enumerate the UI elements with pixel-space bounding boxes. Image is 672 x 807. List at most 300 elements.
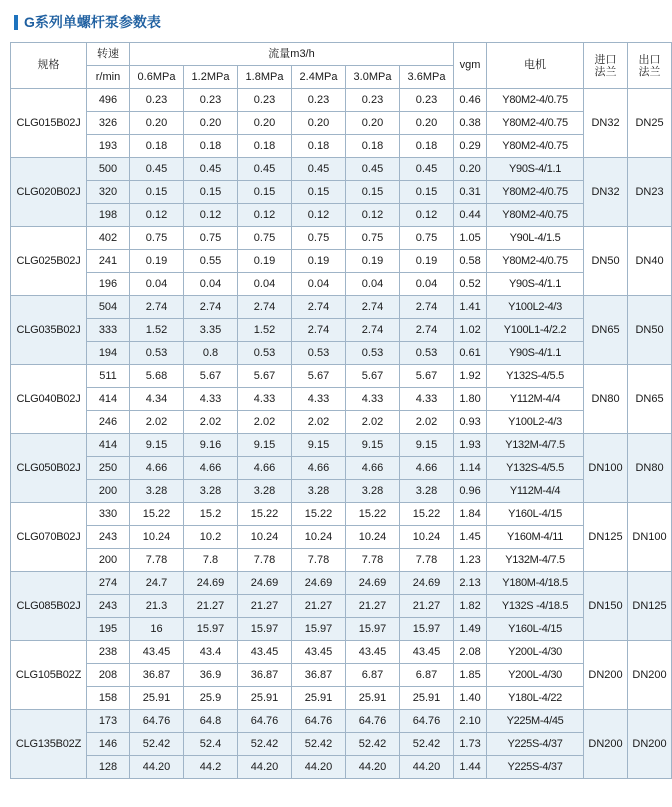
cell-vgm: 1.41 bbox=[454, 296, 487, 319]
cell-flow: 0.75 bbox=[400, 227, 454, 250]
cell-flow: 2.02 bbox=[292, 411, 346, 434]
cell-flow: 5.67 bbox=[292, 365, 346, 388]
cell-motor: Y90L-4/1.5 bbox=[487, 227, 584, 250]
cell-outlet-flange: DN200 bbox=[628, 641, 672, 710]
table-row bbox=[11, 319, 672, 342]
cell-model: CLG040B02J bbox=[11, 365, 87, 434]
cell-flow: 0.75 bbox=[292, 227, 346, 250]
cell-flow: 0.20 bbox=[292, 112, 346, 135]
cell-flow: 3.28 bbox=[130, 480, 184, 503]
cell-flow: 24.69 bbox=[400, 572, 454, 595]
cell-rpm: 274 bbox=[87, 572, 130, 595]
cell-flow: 9.15 bbox=[130, 434, 184, 457]
cell-flow: 64.76 bbox=[400, 710, 454, 733]
cell-rpm: 511 bbox=[87, 365, 130, 388]
cell-inlet-flange: DN200 bbox=[584, 710, 628, 779]
cell-flow: 0.19 bbox=[130, 250, 184, 273]
header-outlet-flange bbox=[628, 43, 672, 89]
cell-flow: 7.78 bbox=[130, 549, 184, 572]
cell-flow: 0.12 bbox=[130, 204, 184, 227]
table-row bbox=[11, 181, 672, 204]
table-row bbox=[11, 204, 672, 227]
cell-vgm: 0.29 bbox=[454, 135, 487, 158]
cell-rpm: 326 bbox=[87, 112, 130, 135]
table-row bbox=[11, 388, 672, 411]
cell-motor: Y90S-4/1.1 bbox=[487, 273, 584, 296]
header-inlet-line1: 进口 bbox=[594, 53, 617, 66]
cell-rpm: 243 bbox=[87, 526, 130, 549]
cell-rpm: 330 bbox=[87, 503, 130, 526]
header-vgm: vgm bbox=[454, 43, 487, 89]
cell-flow: 4.33 bbox=[292, 388, 346, 411]
cell-inlet-flange: DN32 bbox=[584, 158, 628, 227]
cell-flow: 21.27 bbox=[238, 595, 292, 618]
cell-rpm: 208 bbox=[87, 664, 130, 687]
cell-model: CLG025B02J bbox=[11, 227, 87, 296]
cell-flow: 10.24 bbox=[238, 526, 292, 549]
cell-flow: 4.66 bbox=[292, 457, 346, 480]
cell-flow: 0.75 bbox=[184, 227, 238, 250]
header-flow-3.0: 3.0MPa bbox=[346, 66, 400, 89]
cell-motor: Y80M2-4/0.75 bbox=[487, 135, 584, 158]
cell-motor: Y80M2-4/0.75 bbox=[487, 250, 584, 273]
cell-motor: Y112M-4/4 bbox=[487, 480, 584, 503]
cell-flow: 0.12 bbox=[400, 204, 454, 227]
cell-flow: 0.04 bbox=[346, 273, 400, 296]
cell-flow: 3.28 bbox=[292, 480, 346, 503]
cell-flow: 0.23 bbox=[238, 89, 292, 112]
page-title bbox=[14, 12, 621, 32]
cell-flow: 0.23 bbox=[346, 89, 400, 112]
header-flow-2.4: 2.4MPa bbox=[292, 66, 346, 89]
cell-flow: 4.66 bbox=[130, 457, 184, 480]
cell-flow: 15.2 bbox=[184, 503, 238, 526]
cell-flow: 1.52 bbox=[130, 319, 184, 342]
cell-flow: 0.75 bbox=[130, 227, 184, 250]
cell-vgm: 0.61 bbox=[454, 342, 487, 365]
cell-motor: Y80M2-4/0.75 bbox=[487, 112, 584, 135]
cell-flow: 7.78 bbox=[400, 549, 454, 572]
cell-flow: 64.76 bbox=[292, 710, 346, 733]
cell-motor: Y100L2-4/3 bbox=[487, 296, 584, 319]
cell-flow: 10.2 bbox=[184, 526, 238, 549]
cell-vgm: 2.08 bbox=[454, 641, 487, 664]
cell-outlet-flange: DN65 bbox=[628, 365, 672, 434]
cell-flow: 0.23 bbox=[184, 89, 238, 112]
cell-flow: 9.15 bbox=[292, 434, 346, 457]
cell-flow: 44.20 bbox=[346, 756, 400, 779]
parameter-table bbox=[10, 42, 672, 779]
cell-flow: 21.27 bbox=[400, 595, 454, 618]
header-motor: 电机 bbox=[487, 43, 584, 89]
cell-flow: 24.7 bbox=[130, 572, 184, 595]
cell-vgm: 0.93 bbox=[454, 411, 487, 434]
cell-flow: 64.76 bbox=[346, 710, 400, 733]
cell-flow: 9.15 bbox=[238, 434, 292, 457]
cell-model: CLG070B02J bbox=[11, 503, 87, 572]
cell-flow: 4.34 bbox=[130, 388, 184, 411]
cell-flow: 2.74 bbox=[238, 296, 292, 319]
table-row bbox=[11, 480, 672, 503]
cell-flow: 15.97 bbox=[238, 618, 292, 641]
cell-rpm: 238 bbox=[87, 641, 130, 664]
cell-flow: 64.76 bbox=[238, 710, 292, 733]
table-row bbox=[11, 710, 672, 733]
cell-flow: 0.15 bbox=[130, 181, 184, 204]
cell-vgm: 1.02 bbox=[454, 319, 487, 342]
cell-flow: 10.24 bbox=[400, 526, 454, 549]
cell-rpm: 146 bbox=[87, 733, 130, 756]
cell-inlet-flange: DN200 bbox=[584, 641, 628, 710]
table-header bbox=[11, 43, 672, 89]
cell-rpm: 333 bbox=[87, 319, 130, 342]
cell-inlet-flange: DN125 bbox=[584, 503, 628, 572]
cell-flow: 43.45 bbox=[346, 641, 400, 664]
cell-rpm: 173 bbox=[87, 710, 130, 733]
cell-flow: 0.20 bbox=[238, 112, 292, 135]
cell-flow: 52.4 bbox=[184, 733, 238, 756]
cell-vgm: 0.44 bbox=[454, 204, 487, 227]
cell-vgm: 0.52 bbox=[454, 273, 487, 296]
cell-flow: 0.19 bbox=[238, 250, 292, 273]
cell-flow: 5.67 bbox=[238, 365, 292, 388]
cell-flow: 0.8 bbox=[184, 342, 238, 365]
cell-outlet-flange: DN80 bbox=[628, 434, 672, 503]
table-row bbox=[11, 296, 672, 319]
cell-flow: 44.20 bbox=[130, 756, 184, 779]
cell-motor: Y200L-4/30 bbox=[487, 664, 584, 687]
cell-flow: 52.42 bbox=[238, 733, 292, 756]
cell-flow: 64.8 bbox=[184, 710, 238, 733]
cell-motor: Y225S-4/37 bbox=[487, 733, 584, 756]
cell-flow: 21.3 bbox=[130, 595, 184, 618]
table-row bbox=[11, 273, 672, 296]
cell-flow: 24.69 bbox=[346, 572, 400, 595]
cell-flow: 52.42 bbox=[130, 733, 184, 756]
cell-flow: 0.04 bbox=[400, 273, 454, 296]
table-row bbox=[11, 595, 672, 618]
cell-rpm: 402 bbox=[87, 227, 130, 250]
cell-flow: 16 bbox=[130, 618, 184, 641]
cell-flow: 0.20 bbox=[184, 112, 238, 135]
table-row bbox=[11, 158, 672, 181]
cell-flow: 1.52 bbox=[238, 319, 292, 342]
cell-flow: 0.45 bbox=[130, 158, 184, 181]
cell-flow: 5.67 bbox=[184, 365, 238, 388]
cell-flow: 4.66 bbox=[238, 457, 292, 480]
cell-flow: 0.23 bbox=[400, 89, 454, 112]
cell-vgm: 1.14 bbox=[454, 457, 487, 480]
table-row bbox=[11, 526, 672, 549]
cell-model: CLG085B02J bbox=[11, 572, 87, 641]
cell-vgm: 1.93 bbox=[454, 434, 487, 457]
cell-flow: 0.45 bbox=[346, 158, 400, 181]
cell-motor: Y80M2-4/0.75 bbox=[487, 204, 584, 227]
cell-flow: 36.9 bbox=[184, 664, 238, 687]
table-row bbox=[11, 641, 672, 664]
table-row bbox=[11, 687, 672, 710]
cell-outlet-flange: DN40 bbox=[628, 227, 672, 296]
cell-flow: 2.02 bbox=[238, 411, 292, 434]
cell-flow: 21.27 bbox=[346, 595, 400, 618]
cell-flow: 15.22 bbox=[346, 503, 400, 526]
cell-outlet-flange: DN100 bbox=[628, 503, 672, 572]
cell-flow: 6.87 bbox=[400, 664, 454, 687]
cell-flow: 25.91 bbox=[400, 687, 454, 710]
cell-flow: 0.18 bbox=[346, 135, 400, 158]
cell-flow: 10.24 bbox=[130, 526, 184, 549]
cell-inlet-flange: DN150 bbox=[584, 572, 628, 641]
cell-inlet-flange: DN32 bbox=[584, 89, 628, 158]
table-row bbox=[11, 664, 672, 687]
cell-motor: Y100L1-4/2.2 bbox=[487, 319, 584, 342]
cell-flow: 0.45 bbox=[400, 158, 454, 181]
cell-flow: 0.45 bbox=[238, 158, 292, 181]
cell-rpm: 241 bbox=[87, 250, 130, 273]
cell-flow: 0.20 bbox=[400, 112, 454, 135]
cell-vgm: 0.58 bbox=[454, 250, 487, 273]
cell-vgm: 2.10 bbox=[454, 710, 487, 733]
cell-motor: Y80M2-4/0.75 bbox=[487, 181, 584, 204]
cell-flow: 4.33 bbox=[346, 388, 400, 411]
cell-motor: Y90S-4/1.1 bbox=[487, 342, 584, 365]
cell-vgm: 1.85 bbox=[454, 664, 487, 687]
cell-flow: 0.15 bbox=[346, 181, 400, 204]
table-row bbox=[11, 434, 672, 457]
cell-flow: 0.18 bbox=[292, 135, 346, 158]
cell-flow: 7.78 bbox=[346, 549, 400, 572]
cell-motor: Y160M-4/11 bbox=[487, 526, 584, 549]
header-outlet-line1: 出口 bbox=[638, 53, 661, 66]
cell-vgm: 0.20 bbox=[454, 158, 487, 181]
cell-outlet-flange: DN50 bbox=[628, 296, 672, 365]
table-row bbox=[11, 618, 672, 641]
cell-flow: 21.27 bbox=[292, 595, 346, 618]
cell-motor: Y225M-4/45 bbox=[487, 710, 584, 733]
cell-rpm: 250 bbox=[87, 457, 130, 480]
cell-flow: 43.45 bbox=[130, 641, 184, 664]
cell-motor: Y132S-4/5.5 bbox=[487, 365, 584, 388]
table-row bbox=[11, 411, 672, 434]
table-row bbox=[11, 572, 672, 595]
cell-rpm: 193 bbox=[87, 135, 130, 158]
cell-flow: 0.04 bbox=[130, 273, 184, 296]
cell-motor: Y132S -4/18.5 bbox=[487, 595, 584, 618]
cell-rpm: 200 bbox=[87, 549, 130, 572]
table-body bbox=[11, 89, 672, 779]
cell-flow: 24.69 bbox=[238, 572, 292, 595]
cell-flow: 0.75 bbox=[238, 227, 292, 250]
cell-outlet-flange: DN125 bbox=[628, 572, 672, 641]
cell-flow: 0.18 bbox=[184, 135, 238, 158]
cell-model: CLG105B02Z bbox=[11, 641, 87, 710]
cell-flow: 0.04 bbox=[184, 273, 238, 296]
cell-motor: Y80M2-4/0.75 bbox=[487, 89, 584, 112]
cell-flow: 0.53 bbox=[346, 342, 400, 365]
cell-inlet-flange: DN65 bbox=[584, 296, 628, 365]
cell-flow: 5.67 bbox=[400, 365, 454, 388]
cell-motor: Y160L-4/15 bbox=[487, 503, 584, 526]
cell-flow: 15.97 bbox=[400, 618, 454, 641]
cell-rpm: 158 bbox=[87, 687, 130, 710]
cell-vgm: 1.80 bbox=[454, 388, 487, 411]
cell-vgm: 0.31 bbox=[454, 181, 487, 204]
cell-flow: 44.20 bbox=[238, 756, 292, 779]
cell-vgm: 0.46 bbox=[454, 89, 487, 112]
cell-flow: 3.28 bbox=[238, 480, 292, 503]
header-flow-1.8: 1.8MPa bbox=[238, 66, 292, 89]
table-row bbox=[11, 733, 672, 756]
cell-flow: 4.33 bbox=[184, 388, 238, 411]
cell-flow: 52.42 bbox=[400, 733, 454, 756]
cell-flow: 52.42 bbox=[292, 733, 346, 756]
cell-flow: 9.15 bbox=[400, 434, 454, 457]
header-rpm-line1: 转速 bbox=[87, 43, 130, 66]
cell-flow: 2.02 bbox=[346, 411, 400, 434]
cell-flow: 10.24 bbox=[292, 526, 346, 549]
cell-flow: 2.74 bbox=[346, 319, 400, 342]
cell-flow: 36.87 bbox=[238, 664, 292, 687]
cell-flow: 3.35 bbox=[184, 319, 238, 342]
cell-flow: 0.15 bbox=[238, 181, 292, 204]
cell-flow: 4.66 bbox=[346, 457, 400, 480]
cell-motor: Y90S-4/1.1 bbox=[487, 158, 584, 181]
cell-vgm: 1.82 bbox=[454, 595, 487, 618]
cell-motor: Y112M-4/4 bbox=[487, 388, 584, 411]
cell-motor: Y225S-4/37 bbox=[487, 756, 584, 779]
cell-flow: 0.45 bbox=[292, 158, 346, 181]
cell-flow: 0.53 bbox=[400, 342, 454, 365]
cell-flow: 43.45 bbox=[400, 641, 454, 664]
cell-flow: 44.2 bbox=[184, 756, 238, 779]
cell-outlet-flange: DN200 bbox=[628, 710, 672, 779]
cell-flow: 5.68 bbox=[130, 365, 184, 388]
cell-vgm: 1.40 bbox=[454, 687, 487, 710]
cell-flow: 0.15 bbox=[400, 181, 454, 204]
cell-flow: 2.74 bbox=[292, 319, 346, 342]
cell-rpm: 196 bbox=[87, 273, 130, 296]
header-inlet-line2: 法兰 bbox=[594, 65, 617, 78]
table-row bbox=[11, 342, 672, 365]
cell-vgm: 1.73 bbox=[454, 733, 487, 756]
cell-rpm: 194 bbox=[87, 342, 130, 365]
cell-flow: 0.20 bbox=[130, 112, 184, 135]
cell-flow: 2.02 bbox=[130, 411, 184, 434]
cell-flow: 0.19 bbox=[346, 250, 400, 273]
cell-rpm: 200 bbox=[87, 480, 130, 503]
cell-flow: 43.45 bbox=[238, 641, 292, 664]
cell-inlet-flange: DN100 bbox=[584, 434, 628, 503]
cell-flow: 25.91 bbox=[346, 687, 400, 710]
cell-flow: 25.91 bbox=[238, 687, 292, 710]
cell-flow: 43.45 bbox=[292, 641, 346, 664]
cell-model: CLG020B02J bbox=[11, 158, 87, 227]
table-row bbox=[11, 112, 672, 135]
table-row bbox=[11, 365, 672, 388]
cell-flow: 0.53 bbox=[238, 342, 292, 365]
cell-flow: 9.15 bbox=[346, 434, 400, 457]
cell-motor: Y132M-4/7.5 bbox=[487, 434, 584, 457]
cell-motor: Y132S-4/5.5 bbox=[487, 457, 584, 480]
cell-flow: 15.22 bbox=[238, 503, 292, 526]
cell-flow: 6.87 bbox=[346, 664, 400, 687]
cell-flow: 15.22 bbox=[292, 503, 346, 526]
cell-flow: 2.74 bbox=[130, 296, 184, 319]
cell-flow: 0.18 bbox=[238, 135, 292, 158]
cell-flow: 15.22 bbox=[400, 503, 454, 526]
cell-flow: 2.02 bbox=[400, 411, 454, 434]
table-row bbox=[11, 756, 672, 779]
cell-flow: 44.20 bbox=[292, 756, 346, 779]
cell-flow: 0.12 bbox=[346, 204, 400, 227]
cell-rpm: 500 bbox=[87, 158, 130, 181]
title-text: G系列单螺杆泵参数表 bbox=[24, 14, 161, 30]
cell-flow: 2.74 bbox=[400, 296, 454, 319]
cell-flow: 0.53 bbox=[130, 342, 184, 365]
cell-flow: 4.33 bbox=[400, 388, 454, 411]
cell-flow: 0.19 bbox=[292, 250, 346, 273]
cell-model: CLG035B02J bbox=[11, 296, 87, 365]
header-inlet-flange bbox=[584, 43, 628, 89]
cell-vgm: 2.13 bbox=[454, 572, 487, 595]
cell-flow: 0.20 bbox=[346, 112, 400, 135]
cell-vgm: 1.44 bbox=[454, 756, 487, 779]
cell-rpm: 195 bbox=[87, 618, 130, 641]
table-row bbox=[11, 227, 672, 250]
cell-flow: 0.04 bbox=[238, 273, 292, 296]
cell-flow: 15.97 bbox=[184, 618, 238, 641]
cell-flow: 0.23 bbox=[130, 89, 184, 112]
cell-inlet-flange: DN80 bbox=[584, 365, 628, 434]
cell-rpm: 246 bbox=[87, 411, 130, 434]
cell-motor: Y100L2-4/3 bbox=[487, 411, 584, 434]
title-accent-bar bbox=[14, 15, 18, 30]
cell-flow: 36.87 bbox=[292, 664, 346, 687]
table-row bbox=[11, 503, 672, 526]
cell-inlet-flange: DN50 bbox=[584, 227, 628, 296]
cell-rpm: 320 bbox=[87, 181, 130, 204]
cell-flow: 0.45 bbox=[184, 158, 238, 181]
cell-flow: 0.04 bbox=[292, 273, 346, 296]
cell-flow: 15.97 bbox=[292, 618, 346, 641]
cell-flow: 2.02 bbox=[184, 411, 238, 434]
cell-flow: 5.67 bbox=[346, 365, 400, 388]
cell-flow: 15.97 bbox=[346, 618, 400, 641]
cell-flow: 3.28 bbox=[184, 480, 238, 503]
cell-flow: 21.27 bbox=[184, 595, 238, 618]
cell-flow: 4.33 bbox=[238, 388, 292, 411]
cell-flow: 2.74 bbox=[400, 319, 454, 342]
cell-rpm: 504 bbox=[87, 296, 130, 319]
cell-model: CLG135B02Z bbox=[11, 710, 87, 779]
cell-model: CLG050B02J bbox=[11, 434, 87, 503]
cell-flow: 25.91 bbox=[130, 687, 184, 710]
cell-motor: Y132M-4/7.5 bbox=[487, 549, 584, 572]
cell-motor: Y180L-4/22 bbox=[487, 687, 584, 710]
cell-flow: 2.74 bbox=[292, 296, 346, 319]
table-row bbox=[11, 89, 672, 112]
cell-flow: 0.15 bbox=[292, 181, 346, 204]
cell-flow: 52.42 bbox=[346, 733, 400, 756]
cell-vgm: 1.84 bbox=[454, 503, 487, 526]
cell-motor: Y160L-4/15 bbox=[487, 618, 584, 641]
cell-flow: 24.69 bbox=[292, 572, 346, 595]
cell-rpm: 414 bbox=[87, 434, 130, 457]
cell-vgm: 1.05 bbox=[454, 227, 487, 250]
cell-vgm: 1.45 bbox=[454, 526, 487, 549]
cell-outlet-flange: DN23 bbox=[628, 158, 672, 227]
table-row bbox=[11, 457, 672, 480]
